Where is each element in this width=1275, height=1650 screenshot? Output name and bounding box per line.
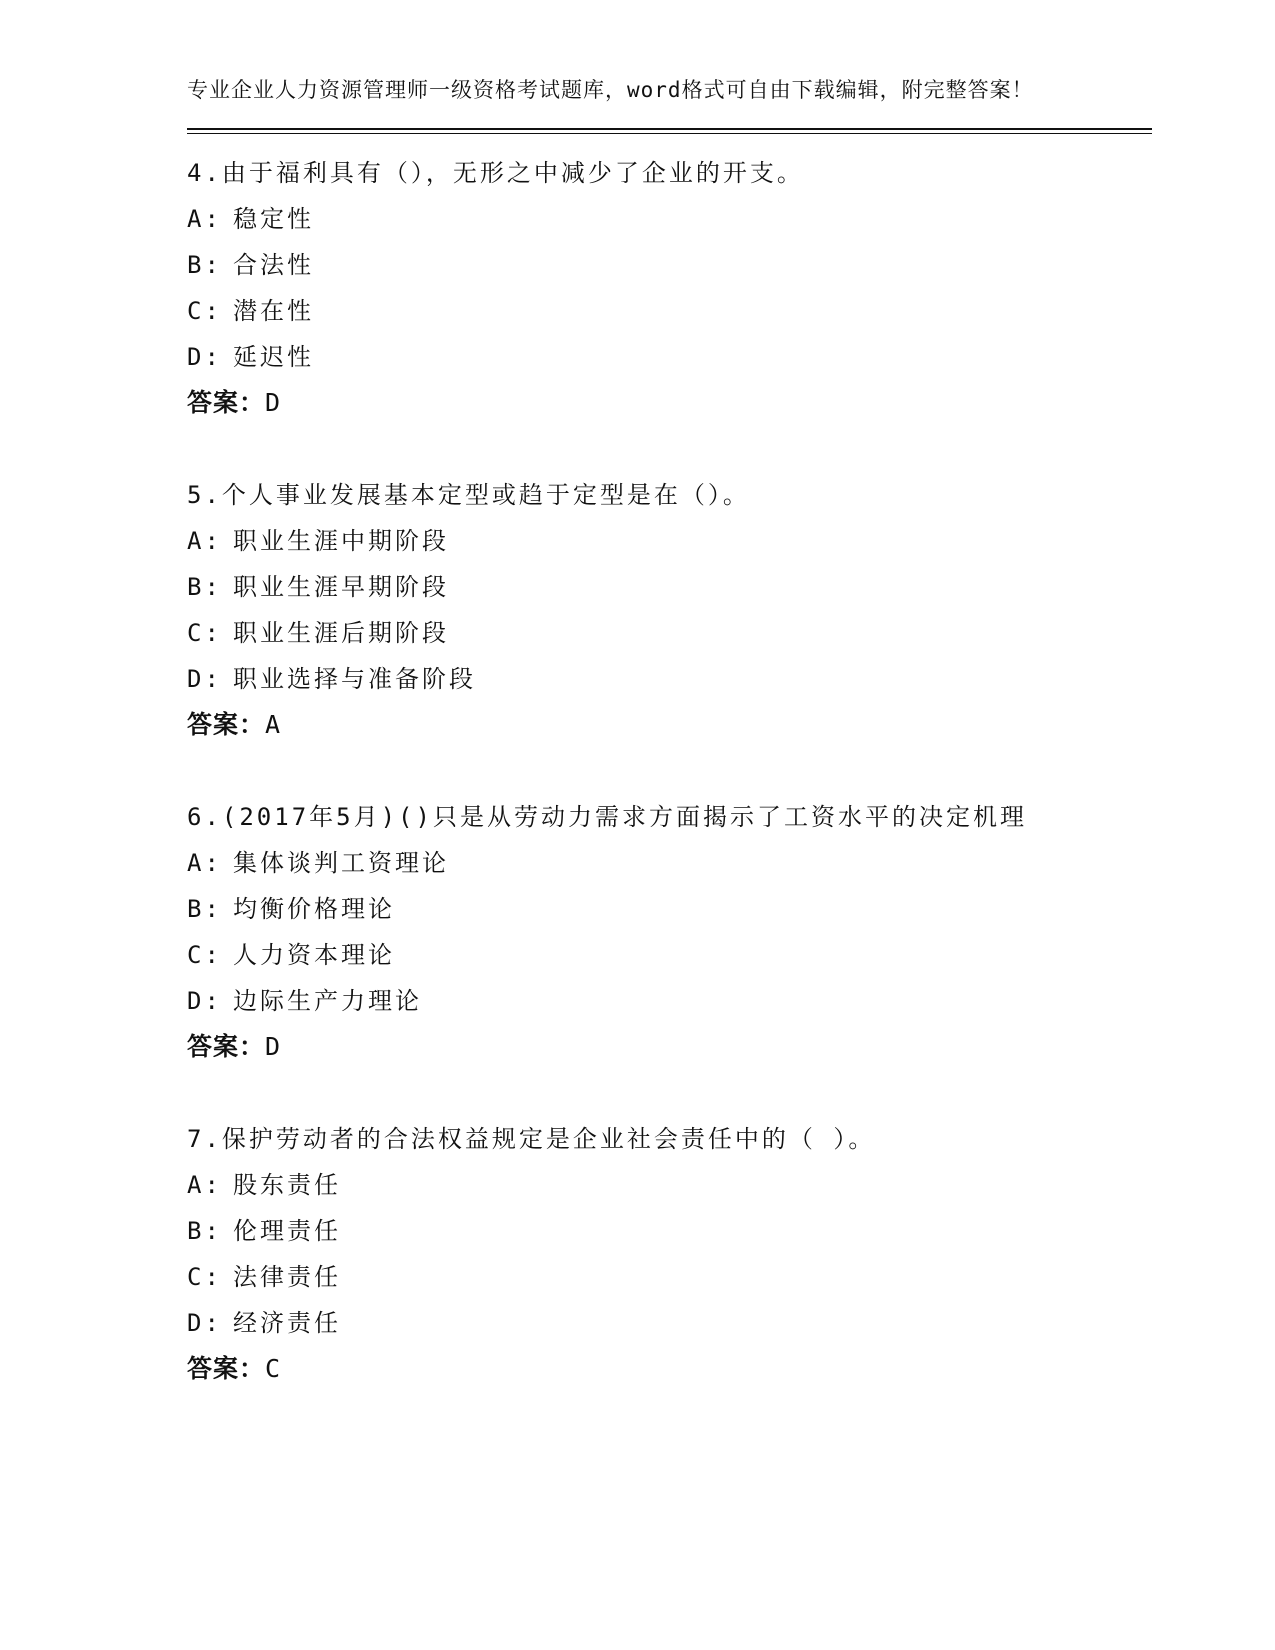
option-c <box>187 610 1152 656</box>
question-6 <box>187 794 1152 1070</box>
option-text: 人力资本理论 <box>233 941 395 969</box>
option-a <box>187 196 1152 242</box>
header-text: 专业企业人力资源管理师一级资格考试题库，word格式可自由下载编辑，附完整答案！ <box>187 78 1034 102</box>
option-letter: D: <box>187 343 222 371</box>
option-list <box>187 518 1152 702</box>
option-text: 稳定性 <box>233 205 314 233</box>
option-letter: D: <box>187 665 222 693</box>
option-letter: A: <box>187 527 222 555</box>
option-a <box>187 1162 1152 1208</box>
document-page <box>187 74 1152 1392</box>
option-d <box>187 978 1152 1024</box>
option-list <box>187 196 1152 380</box>
answer-value: C <box>265 1354 282 1383</box>
option-b <box>187 886 1152 932</box>
option-c <box>187 1254 1152 1300</box>
question-stem: 7.保护劳动者的合法权益规定是企业社会责任中的（ ）。 <box>187 1125 876 1153</box>
answer-line <box>187 1024 1152 1070</box>
answer-line <box>187 1346 1152 1392</box>
option-text: 潜在性 <box>233 297 314 325</box>
option-c <box>187 288 1152 334</box>
option-d <box>187 334 1152 380</box>
option-letter: B: <box>187 251 222 279</box>
option-d <box>187 656 1152 702</box>
option-text: 均衡价格理论 <box>233 895 395 923</box>
answer-value: D <box>265 1032 282 1061</box>
option-b <box>187 242 1152 288</box>
option-b <box>187 1208 1152 1254</box>
answer-label: 答案： <box>187 1032 266 1061</box>
option-text: 职业生涯中期阶段 <box>233 527 449 555</box>
option-letter: C: <box>187 619 222 647</box>
option-c <box>187 932 1152 978</box>
option-letter: B: <box>187 895 222 923</box>
option-letter: C: <box>187 941 222 969</box>
option-list <box>187 1162 1152 1346</box>
option-text: 股东责任 <box>233 1171 341 1199</box>
option-text: 合法性 <box>233 251 314 279</box>
answer-label: 答案： <box>187 710 266 739</box>
option-letter: A: <box>187 205 222 233</box>
option-list <box>187 840 1152 1024</box>
option-letter: D: <box>187 987 222 1015</box>
question-4 <box>187 150 1152 426</box>
option-text: 职业选择与准备阶段 <box>233 665 476 693</box>
question-stem: 5.个人事业发展基本定型或趋于定型是在（）。 <box>187 481 750 509</box>
question-stem: 4.由于福利具有（），无形之中减少了企业的开支。 <box>187 159 804 187</box>
option-letter: B: <box>187 1217 222 1245</box>
answer-value: A <box>265 710 282 739</box>
option-letter: A: <box>187 1171 222 1199</box>
option-letter: A: <box>187 849 222 877</box>
answer-label: 答案： <box>187 388 266 417</box>
answer-line <box>187 702 1152 748</box>
option-a <box>187 518 1152 564</box>
answer-label: 答案： <box>187 1354 266 1383</box>
option-b <box>187 564 1152 610</box>
option-text: 伦理责任 <box>233 1217 341 1245</box>
option-text: 法律责任 <box>233 1263 341 1291</box>
question-stem: 6.(2017年5月)()只是从劳动力需求方面揭示了工资水平的决定机理 <box>187 803 1027 831</box>
option-a <box>187 840 1152 886</box>
question-7 <box>187 1116 1152 1392</box>
option-letter: C: <box>187 297 222 325</box>
option-text: 经济责任 <box>233 1309 341 1337</box>
option-text: 集体谈判工资理论 <box>233 849 449 877</box>
option-letter: C: <box>187 1263 222 1291</box>
answer-value: D <box>265 388 282 417</box>
option-letter: B: <box>187 573 222 601</box>
option-text: 职业生涯早期阶段 <box>233 573 449 601</box>
option-text: 职业生涯后期阶段 <box>233 619 449 647</box>
header-double-rule <box>187 128 1152 130</box>
option-text: 延迟性 <box>233 343 314 371</box>
option-text: 边际生产力理论 <box>233 987 422 1015</box>
option-letter: D: <box>187 1309 222 1337</box>
question-5 <box>187 472 1152 748</box>
answer-line <box>187 380 1152 426</box>
option-d <box>187 1300 1152 1346</box>
